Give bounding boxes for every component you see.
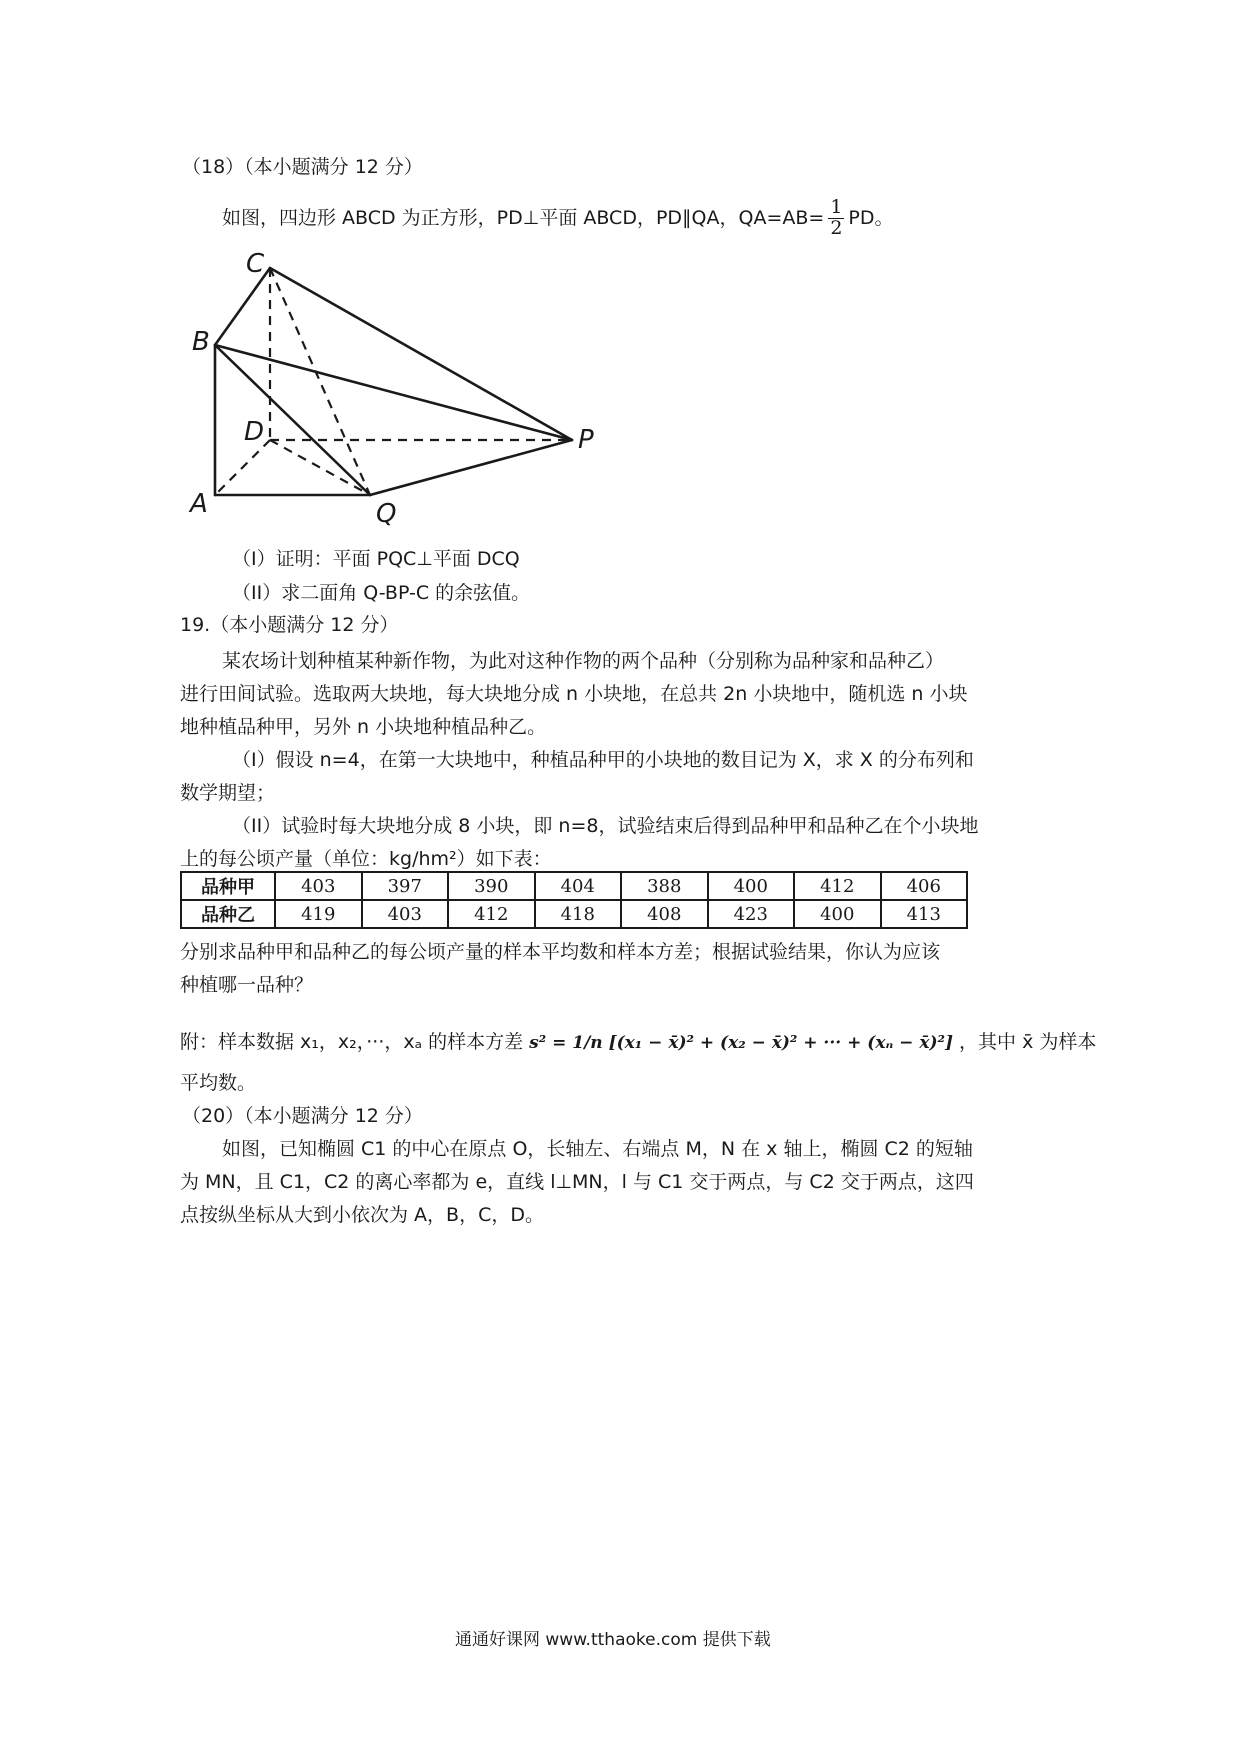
q19-part1-line: （I）假设 n=4，在第一大块地中，种植品种甲的小块地的数目记为 X，求 X 的分布列和 [232, 749, 974, 771]
q19-after-line: 种植哪一品种？ [180, 974, 314, 996]
q20-header: （20）（本小题满分 12 分） [182, 1105, 423, 1127]
table-cell: 413 [881, 900, 968, 928]
row-label: 品种乙 [181, 900, 275, 928]
q19-part1-line: 数学期望； [180, 782, 276, 804]
q18-stem-after: PD。 [848, 207, 894, 229]
q20-stem-line: 点按纵坐标从大到小依次为 A，B，C，D。 [180, 1204, 544, 1226]
q19-part2-line: （II）试验时每大块地分成 8 小块，即 n=8，试验结束后得到品种甲和品种乙在个小块地 [232, 815, 979, 837]
table-cell: 397 [362, 872, 449, 900]
table-cell: 408 [621, 900, 708, 928]
edge-bq [215, 345, 370, 495]
q19-part2-line: 上的每公顷产量（单位：kg/hm²）如下表： [180, 848, 552, 870]
fraction-denominator: 2 [830, 217, 843, 239]
q19-stem-line: 地种植品种甲，另外 n 小块地种植品种乙。 [180, 716, 547, 738]
table-cell: 419 [275, 900, 362, 928]
table-cell: 412 [448, 900, 535, 928]
q19-note-after: ，其中 x̄ 为样本 [959, 1031, 1097, 1053]
table-cell: 400 [708, 872, 795, 900]
table-cell: 390 [448, 872, 535, 900]
edge-bc [215, 268, 270, 345]
q19-note [180, 1022, 1096, 1063]
q19-note-line2: 平均数。 [180, 1072, 257, 1094]
vertex-label-b: B [192, 327, 210, 357]
fraction-numerator: 1 [830, 196, 843, 219]
q18-header: （18）（本小题满分 12 分） [182, 156, 423, 178]
table-cell: 423 [708, 900, 795, 928]
vertex-label-p: P [578, 425, 594, 455]
q18-fraction [828, 198, 844, 239]
q19-header: 19.（本小题满分 12 分） [180, 614, 399, 636]
table-row [181, 900, 967, 928]
vertex-label-q: Q [376, 499, 397, 529]
q19-stem-line: 进行田间试验。选取两大块地，每大块地分成 n 小块地，在总共 2n 小块地中，随机选 n 小块 [180, 683, 968, 705]
page-footer: 通通好课网 www.tthaoke.com 提供下载 [455, 1630, 771, 1650]
vertex-label-a: A [190, 489, 208, 519]
table-cell: 404 [535, 872, 622, 900]
vertex-label-c: C [246, 249, 265, 279]
q20-stem-line: 如图，已知椭圆 C1 的中心在原点 O，长轴左、右端点 M，N 在 x 轴上，椭圆 C2 的短轴 [222, 1138, 973, 1160]
table-cell: 418 [535, 900, 622, 928]
yield-table-body [181, 872, 967, 928]
edge-bp [215, 345, 572, 440]
edge-qp [370, 440, 572, 495]
vertex-label-d: D [244, 417, 265, 447]
q18-stem [222, 196, 894, 240]
table-cell: 388 [621, 872, 708, 900]
q20-stem-line: 为 MN，且 C1，C2 的离心率都为 e，直线 l⊥MN，l 与 C1 交于两点，与 C2 交于两点，这四 [180, 1171, 974, 1193]
q18-stem-before: 如图，四边形 ABCD 为正方形，PD⊥平面 ABCD，PD∥QA，QA=AB= [222, 207, 825, 229]
table-row [181, 872, 967, 900]
q18-part1: （I）证明：平面 PQC⊥平面 DCQ [232, 548, 520, 570]
table-cell: 403 [362, 900, 449, 928]
table-cell: 403 [275, 872, 362, 900]
q18-part2: （II）求二面角 Q-BP-C 的余弦值。 [232, 582, 531, 604]
q19-after-line: 分别求品种甲和品种乙的每公顷产量的样本平均数和样本方差；根据试验结果，你认为应该 [180, 941, 941, 963]
yield-table [180, 871, 968, 929]
row-label: 品种甲 [181, 872, 275, 900]
q19-note-before: 附：样本数据 x₁，x₂，···，xₐ 的样本方差 [180, 1031, 524, 1053]
table-cell: 406 [881, 872, 968, 900]
hidden-edge-da [215, 440, 270, 495]
variance-formula: s² = 1/n [(x₁ − x̄)² + (x₂ − x̄)² + ··· + (xₙ − x̄)²] [529, 1033, 953, 1053]
edge-cp [270, 268, 572, 440]
q18-pyramid-figure [180, 240, 620, 540]
table-cell: 400 [794, 900, 881, 928]
q19-stem-line: 某农场计划种植某种新作物，为此对这种作物的两个品种（分别称为品种家和品种乙） [222, 650, 945, 672]
table-cell: 412 [794, 872, 881, 900]
